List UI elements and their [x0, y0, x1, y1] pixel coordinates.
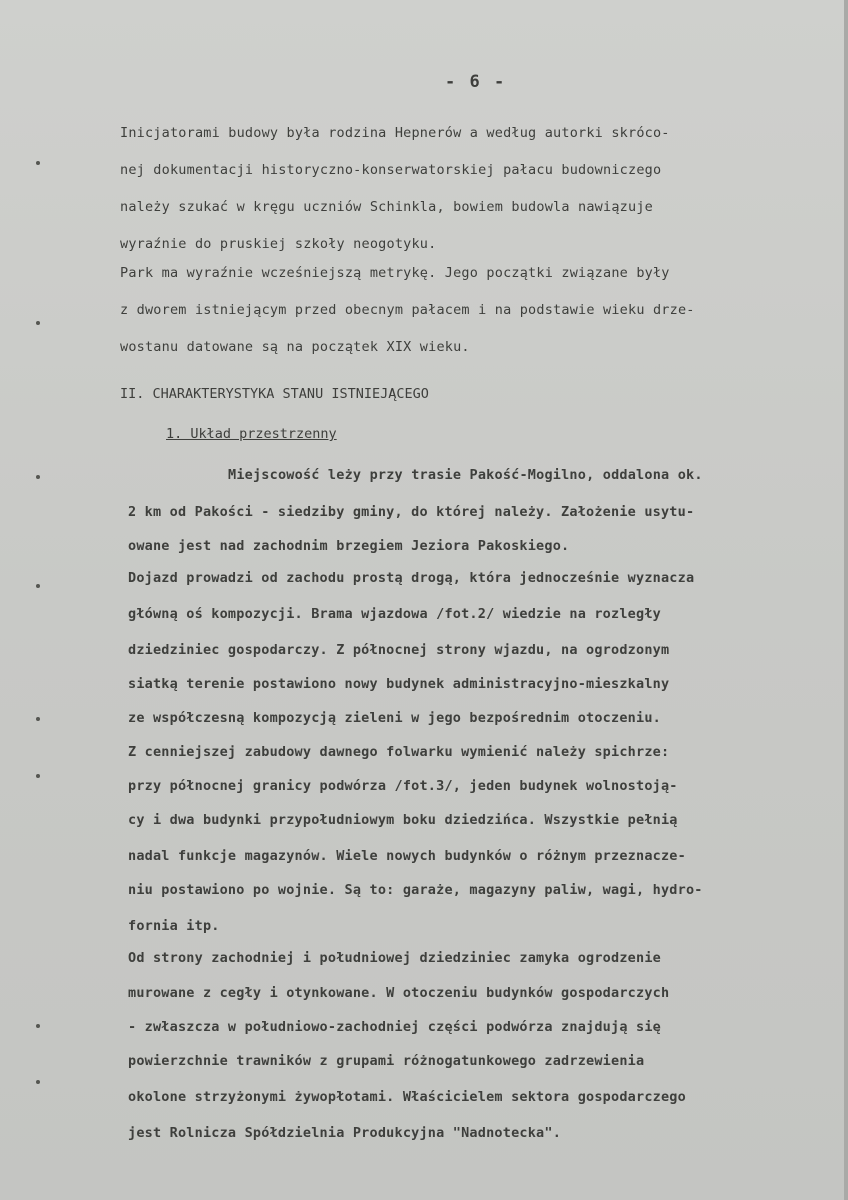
text-line: ze współczesną kompozycją zieleni w jego bezpośrednim otoczeniu.	[128, 710, 661, 726]
hole-punch-mark	[36, 774, 40, 778]
text-line: przy północnej granicy podwórza /fot.3/, jeden budynek wolnostoją-	[128, 778, 678, 794]
subsection-heading: 1. Układ przestrzenny	[166, 426, 337, 442]
hole-punch-mark	[36, 475, 40, 479]
page-edge	[844, 0, 848, 1200]
text-line: nadal funkcje magazynów. Wiele nowych budynków o różnym przeznacze-	[128, 848, 686, 864]
text-line: niu postawiono po wojnie. Są to: garaże, magazyny paliw, wagi, hydro-	[128, 882, 703, 898]
text-line: należy szukać w kręgu uczniów Schinkla, bowiem budowla nawiązuje	[120, 199, 653, 215]
text-line: murowane z cegły i otynkowane. W otoczeniu budynków gospodarczych	[128, 985, 670, 1001]
text-line: fornia itp.	[128, 918, 220, 934]
text-line: Inicjatorami budowy była rodzina Hepnerów a według autorki skróco-	[120, 125, 670, 141]
text-line: wyraźnie do pruskiej szkoły neogotyku.	[120, 236, 437, 252]
text-line: Miejscowość leży przy trasie Pakość-Mogilno, oddalona ok.	[228, 467, 703, 483]
hole-punch-mark	[36, 1080, 40, 1084]
text-line: dziedziniec gospodarczy. Z północnej strony wjazdu, na ogrodzonym	[128, 642, 670, 658]
text-line: Z cenniejszej zabudowy dawnego folwarku wymienić należy spichrze:	[128, 744, 670, 760]
text-line: okolone strzyżonymi żywopłotami. Właścicielem sektora gospodarczego	[128, 1089, 686, 1105]
hole-punch-mark	[36, 717, 40, 721]
text-line: Od strony zachodniej i południowej dziedziniec zamyka ogrodzenie	[128, 950, 661, 966]
text-line: - zwłaszcza w południowo-zachodniej części podwórza znajdują się	[128, 1019, 661, 1035]
text-line: 2 km od Pakości - siedziby gminy, do której należy. Założenie usytu-	[128, 504, 695, 520]
hole-punch-mark	[36, 584, 40, 588]
text-line: siatką terenie postawiono nowy budynek administracyjno-mieszkalny	[128, 676, 670, 692]
text-line: nej dokumentacji historyczno-konserwatorskiej pałacu budowniczego	[120, 162, 662, 178]
hole-punch-mark	[36, 161, 40, 165]
hole-punch-mark	[36, 321, 40, 325]
text-line: główną oś kompozycji. Brama wjazdowa /fot.2/ wiedzie na rozległy	[128, 606, 661, 622]
page-number: - 6 -	[445, 72, 507, 92]
hole-punch-mark	[36, 1024, 40, 1028]
text-line: powierzchnie trawników z grupami różnogatunkowego zadrzewienia	[128, 1053, 645, 1069]
text-line: cy i dwa budynki przypołudniowym boku dziedzińca. Wszystkie pełnią	[128, 812, 678, 828]
section-heading: II. CHARAKTERYSTYKA STANU ISTNIEJĄCEGO	[120, 386, 429, 402]
text-line: Dojazd prowadzi od zachodu prostą drogą, która jednocześnie wyznacza	[128, 570, 695, 586]
text-line: z dworem istniejącym przed obecnym pałacem i na podstawie wieku drze-	[120, 302, 695, 318]
text-line: jest Rolnicza Spółdzielnia Produkcyjna "Nadnotecka".	[128, 1125, 562, 1141]
text-line: Park ma wyraźnie wcześniejszą metrykę. Jego początki związane były	[120, 265, 670, 281]
text-line: owane jest nad zachodnim brzegiem Jeziora Pakoskiego.	[128, 538, 570, 554]
text-line: wostanu datowane są na początek XIX wieku.	[120, 339, 470, 355]
